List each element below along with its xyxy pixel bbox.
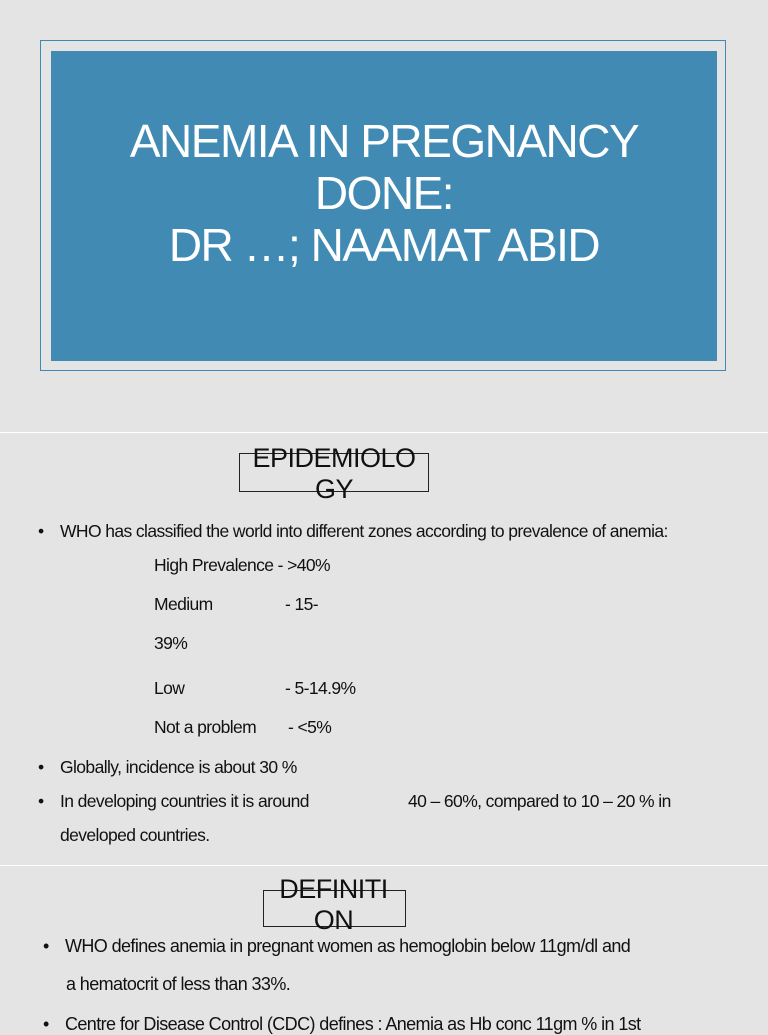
title-box xyxy=(51,51,717,361)
zone-low-value: - 5-14.9% xyxy=(285,678,356,698)
heading-line-2: ON xyxy=(313,905,354,935)
heading-line-1: EPIDEMIOLO xyxy=(252,443,416,473)
bullet-dot: • xyxy=(38,791,44,811)
bullet-developing xyxy=(38,791,309,812)
bullet-cdc-definition xyxy=(43,1014,641,1035)
slide-title xyxy=(130,115,638,271)
zone-low-label: Low xyxy=(154,678,185,698)
bullet-text: In developing countries it is around xyxy=(60,791,309,811)
heading-line-1: DEFINITI xyxy=(279,874,388,904)
definition-slide xyxy=(0,866,768,1034)
title-slide xyxy=(0,0,768,432)
bullet-text: WHO has classified the world into different zones according to prevalence of anemia: xyxy=(60,521,668,541)
bullet-text: Globally, incidence is about 30 % xyxy=(60,757,297,777)
epidemiology-heading xyxy=(229,443,439,505)
bullet-who-definition xyxy=(43,936,630,957)
bullet-text: Centre for Disease Control (CDC) defines : Anemia as Hb conc 11gm % in 1st xyxy=(65,1014,641,1034)
bullet-developing-cont: developed countries. xyxy=(60,825,210,845)
epidemiology-slide xyxy=(0,433,768,865)
zone-medium-value: - 15- xyxy=(285,594,318,614)
zone-none-value: - <5% xyxy=(288,717,332,737)
zone-medium-label: Medium xyxy=(154,594,213,614)
title-line-3: DR …; NAAMAT ABID xyxy=(168,219,600,271)
bullet-dot: • xyxy=(43,936,49,956)
zone-none-label: Not a problem xyxy=(154,717,257,737)
title-line-2: DONE: xyxy=(314,167,454,219)
definition-heading xyxy=(253,874,414,936)
bullet-text: WHO defines anemia in pregnant women as hemoglobin below 11gm/dl and xyxy=(65,936,631,956)
bullet-dot: • xyxy=(38,521,44,541)
bullet-developing-values: 40 – 60%, compared to 10 – 20 % in xyxy=(408,791,671,811)
bullet-who-definition-cont: a hematocrit of less than 33%. xyxy=(66,974,291,994)
zone-medium-value-cont: 39% xyxy=(154,633,188,653)
bullet-global xyxy=(38,757,297,778)
zone-high: High Prevalence - >40% xyxy=(154,555,331,575)
bullet-dot: • xyxy=(43,1014,49,1034)
heading-line-2: GY xyxy=(314,474,353,504)
bullet-who-zones xyxy=(38,521,668,542)
title-line-1: ANEMIA IN PREGNANCY xyxy=(129,115,639,167)
bullet-dot: • xyxy=(38,757,44,777)
